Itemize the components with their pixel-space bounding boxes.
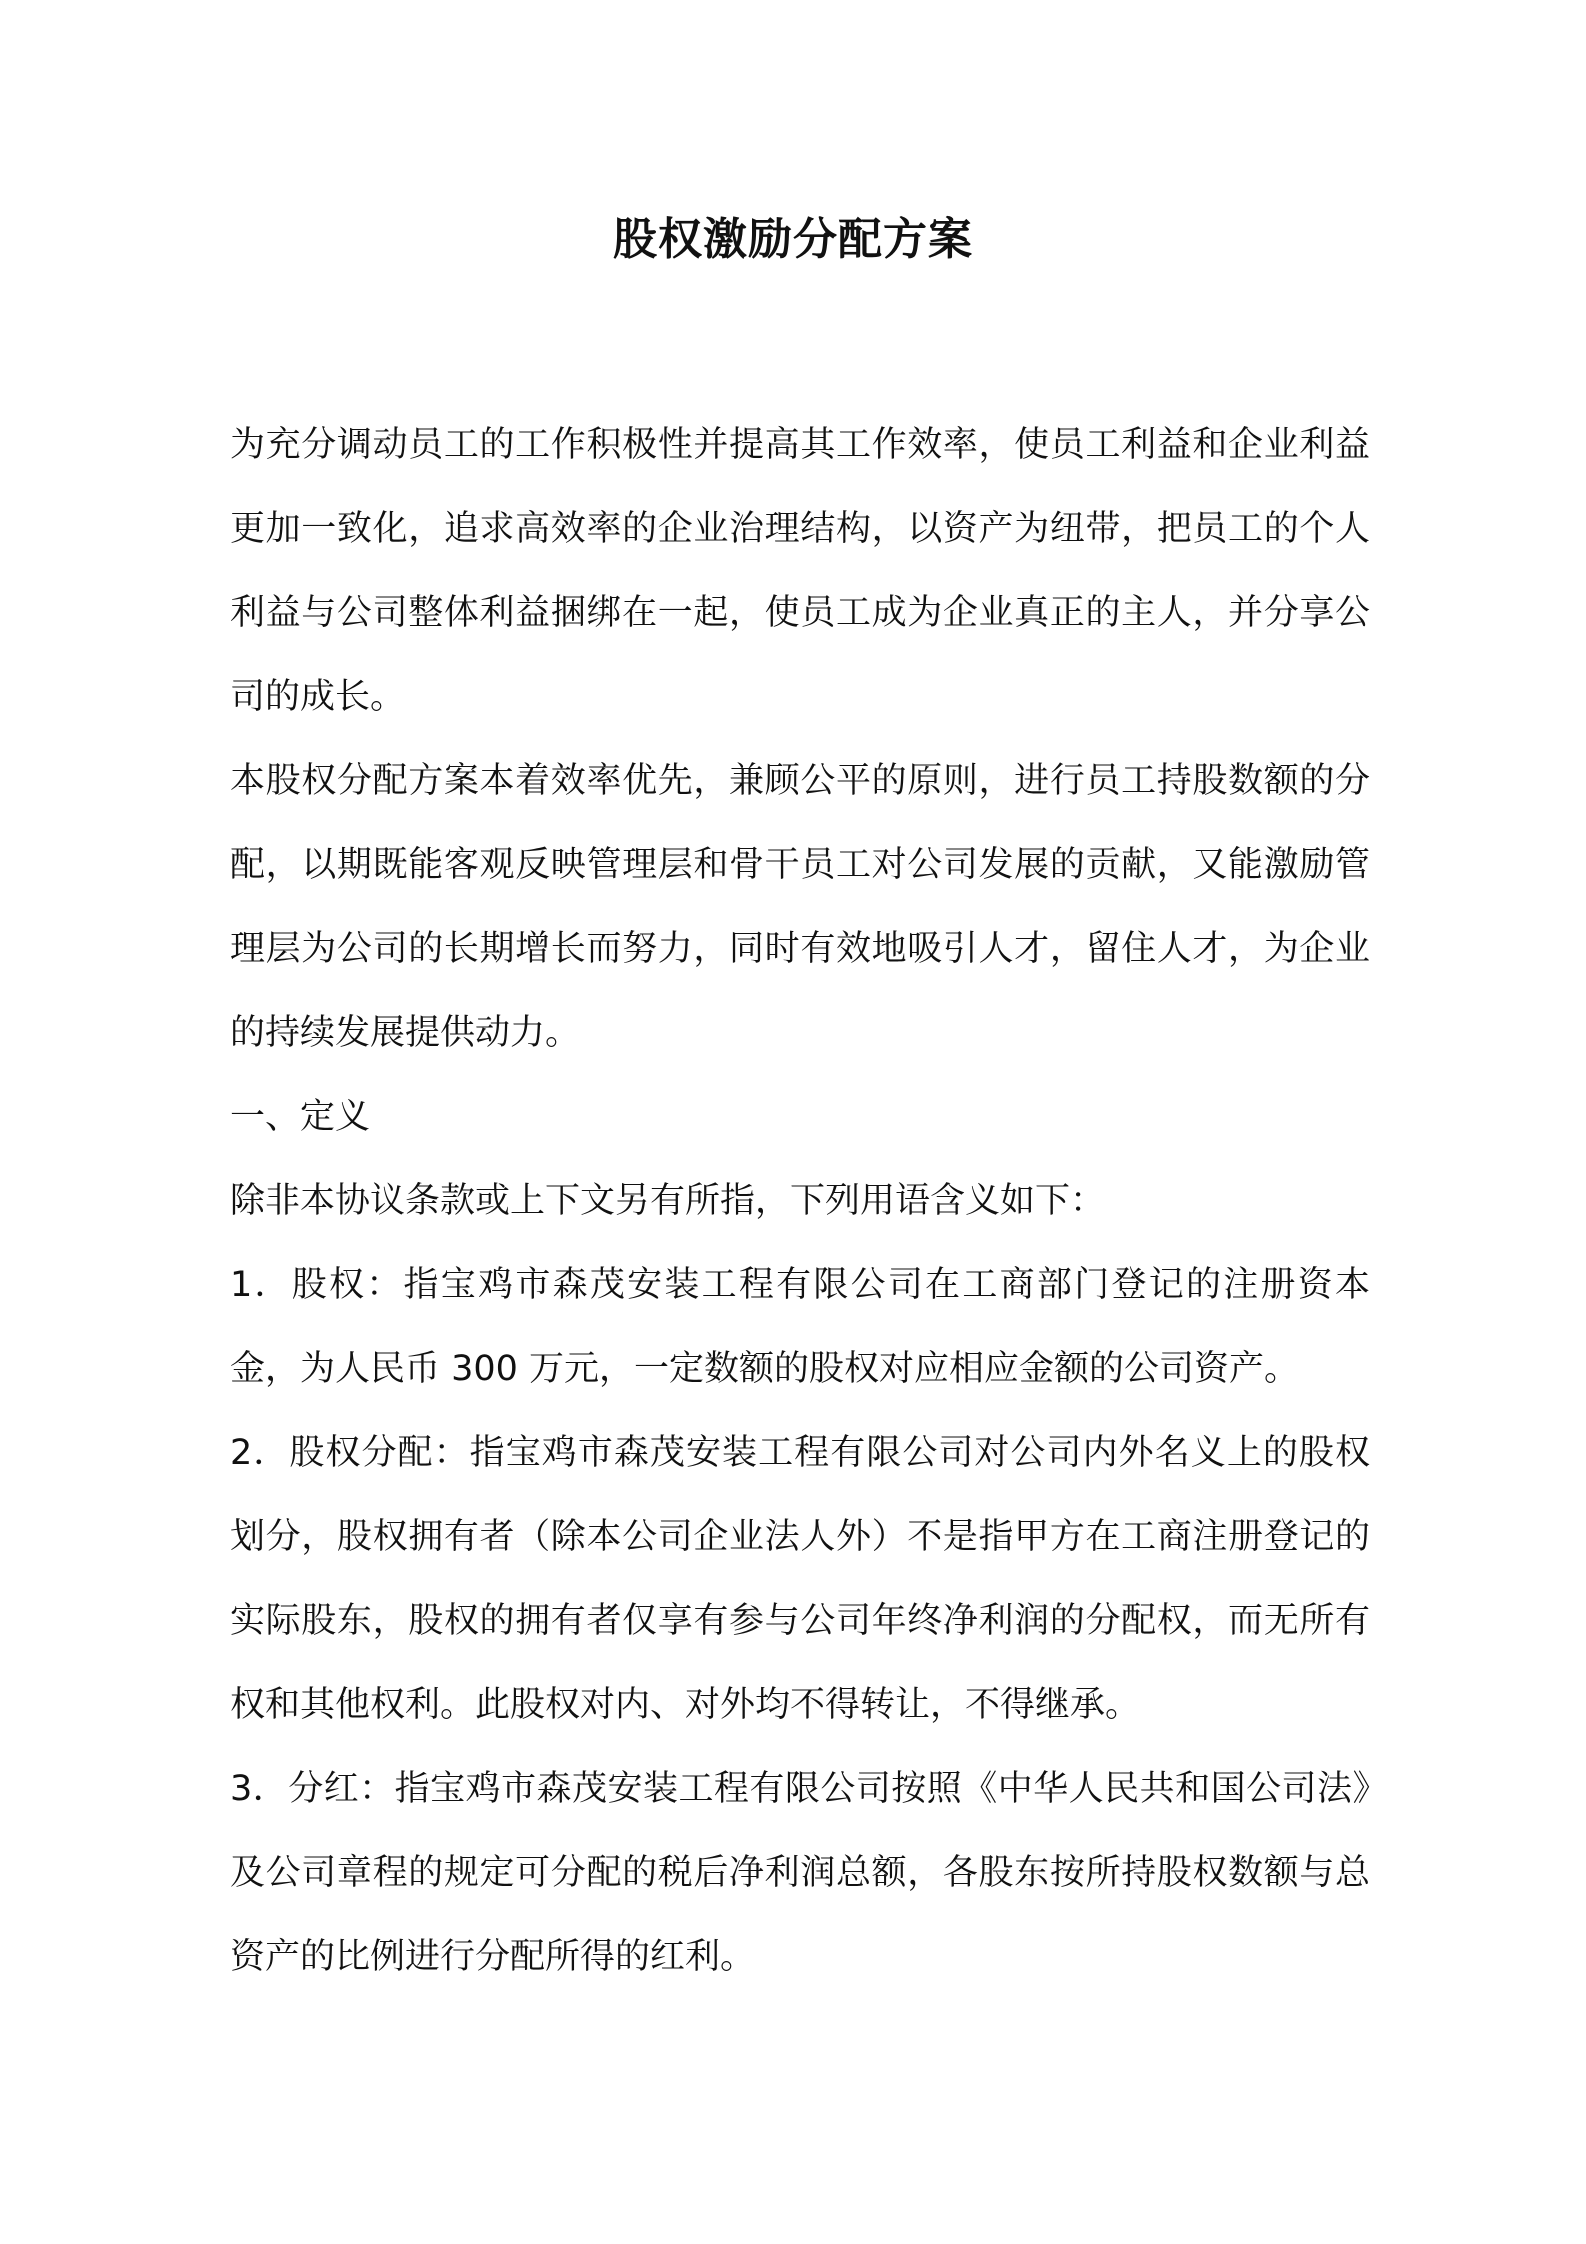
paragraph-definitions-lead: 除非本协议条款或上下文另有所指，下列用语含义如下： [230, 1181, 1106, 1221]
definition-item-equity-allocation: 2．股权分配：指宝鸡市森茂安装工程有限公司对公司内外名义上的股权划分，股权拥有者（除本公司企业法人外）不是指甲方在工商注册登记的实际股东，股权的拥有者仅享有参与公司年终净利润的分配权，而无所有权和其他权利。此股权对内、对外均不得转让，不得继承。 [230, 1433, 1370, 1725]
definition-item-dividend: 3．分红：指宝鸡市森茂安装工程有限公司按照《中华人民共和国公司法》及公司章程的规定可分配的税后净利润总额，各股东按所持股权数额与总资产的比例进行分配所得的红利。 [230, 1769, 1370, 1977]
paragraph-principle: 本股权分配方案本着效率优先，兼顾公平的原则，进行员工持股数额的分配，以期既能客观反映管理层和骨干员工对公司发展的贡献，又能激励管理层为公司的长期增长而努力，同时有效地吸引人才，留住人才，为企业的持续发展提供动力。 [230, 761, 1370, 1053]
section-heading-definitions: 一、定义 [230, 1097, 371, 1137]
paragraph-intro: 为充分调动员工的工作积极性并提高其工作效率，使员工利益和企业利益更加一致化，追求高效率的企业治理结构，以资产为纽带，把员工的个人利益与公司整体利益捆绑在一起，使员工成为企业真正的主人，并分享公司的成长。 [230, 425, 1370, 717]
definition-item-equity: 1．股权：指宝鸡市森茂安装工程有限公司在工商部门登记的注册资本金，为人民币 300 万元，一定数额的股权对应相应金额的公司资产。 [230, 1265, 1370, 1389]
document-body [230, 403, 1370, 1999]
document-title: 股权激励分配方案 [613, 214, 973, 265]
